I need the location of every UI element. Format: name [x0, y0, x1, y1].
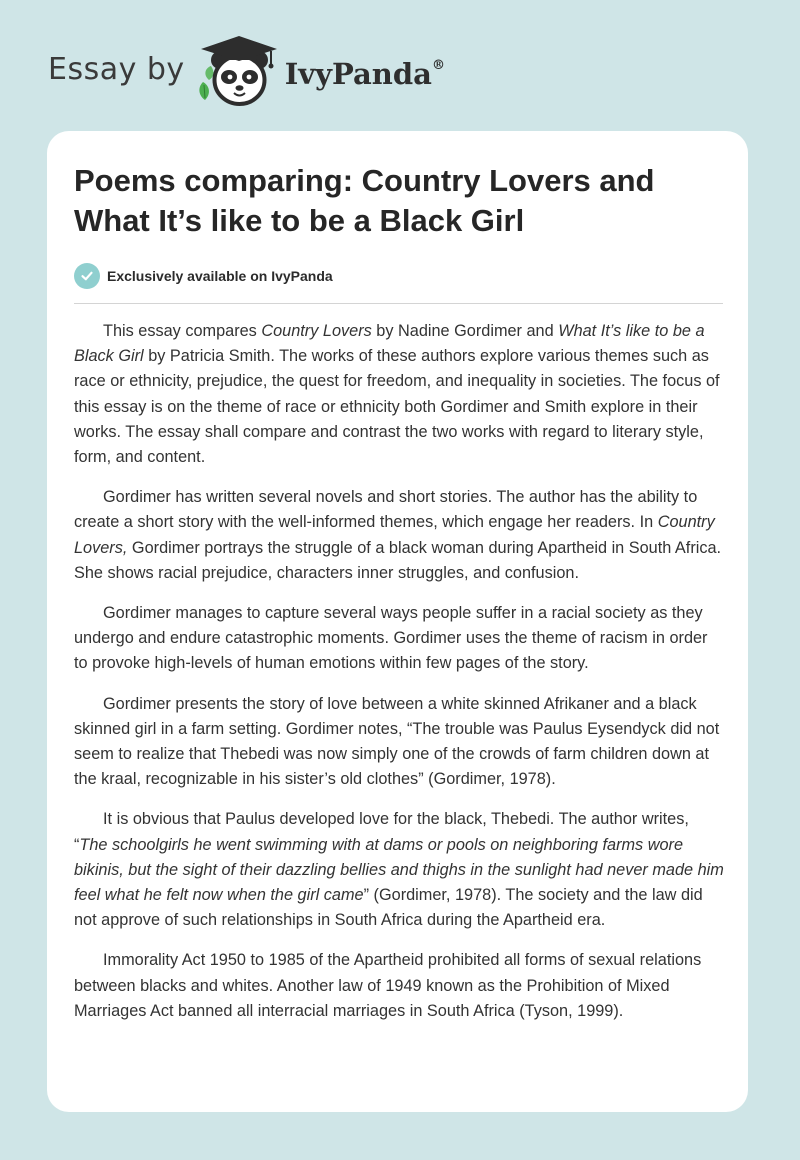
work-title-country-lovers: Country Lovers [261, 322, 372, 340]
panda-graduate-logo-icon[interactable] [193, 30, 285, 110]
paragraph-3: Gordimer manages to capture several ways people suffer in a racial society as they undergo and endure catastrophic moments. Gordimer uses the theme of racism in order to provoke high-levels of human emotions within few pages of the story. [74, 604, 708, 673]
site-header [48, 30, 445, 110]
divider [74, 303, 723, 304]
paragraph-5-text-a: It is obvious that Paulus developed love for the black, Thebedi. The author writes, “ [74, 810, 689, 854]
paragraph-1-text-a: This essay compares [103, 322, 262, 340]
logo-name-text: IvyPanda [284, 57, 432, 91]
paragraph-6: Immorality Act 1950 to 1985 of the Apartheid prohibited all forms of sexual relations between blacks and whites. Another law of 1949 known as the Prohibition of Mixed Marriages Act banned all interracial marriages in South Africa (Tyson, 1999). [74, 951, 702, 1020]
work-title-black-girl: What It’s like to be a Black Girl [74, 322, 705, 366]
paragraph-2 [74, 485, 724, 586]
paragraph-4: Gordimer presents the story of love between a white skinned Afrikaner and a black skinned girl in a farm setting. Gordimer notes, “The trouble was Paulus Eysendyck did not seem to realize that Thebedi was now simply one of the crowds of farm children down at the kraal, recognizable in his sister’s old clothes” (Gordimer, 1978). [74, 694, 720, 789]
logo-wordmark[interactable] [285, 57, 445, 91]
paragraph-2-text-c: Gordimer portrays the struggle of a black woman during Apartheid in South Africa. She shows racial prejudice, characters inner struggles, and confusion. [74, 538, 722, 582]
page-title: Poems comparing: Country Lovers and What It’s like to be a Black Girl [74, 163, 655, 238]
essay-by-label: Essay by [48, 51, 185, 87]
badge-text: Exclusively available on IvyPanda [107, 268, 333, 284]
essay-card [47, 131, 748, 1112]
paragraph-1 [74, 319, 724, 470]
exclusive-badge [74, 263, 333, 289]
check-circle-icon [74, 263, 100, 289]
paragraph-5-text-c: ” (Gordimer, 1978). The society and the law did not approve of such relationships in South Africa during the Apartheid era. [74, 886, 703, 930]
quote-italic: The schoolgirls he went swimming with at dams or pools on neighboring farms wore bikinis, but the sight of their dazzling bellies and thighs in the sunlight had never made him feel what he felt now when the girl came [74, 835, 724, 905]
paragraph-1-text-c: by Nadine Gordimer and [371, 322, 559, 340]
essay-body [74, 319, 724, 1039]
registered-mark: ® [431, 58, 445, 74]
work-title-country-lovers: Country Lovers, [74, 513, 715, 557]
paragraph-5 [74, 807, 724, 933]
paragraph-1-text-e: by Patricia Smith. The works of these authors explore various themes such as race or ethnicity, prejudice, the quest for freedom, and inequality in societies. The focus of this essay is on the theme of race or ethnicity both Gordimer and Smith explore in their works. The essay shall compare and contrast the two works with regard to literary style, form, and content. [74, 347, 720, 467]
paragraph-2-text-a: Gordimer has written several novels and short stories. The author has the ability to create a short story with the well-informed themes, which engage her readers. In [74, 488, 698, 532]
